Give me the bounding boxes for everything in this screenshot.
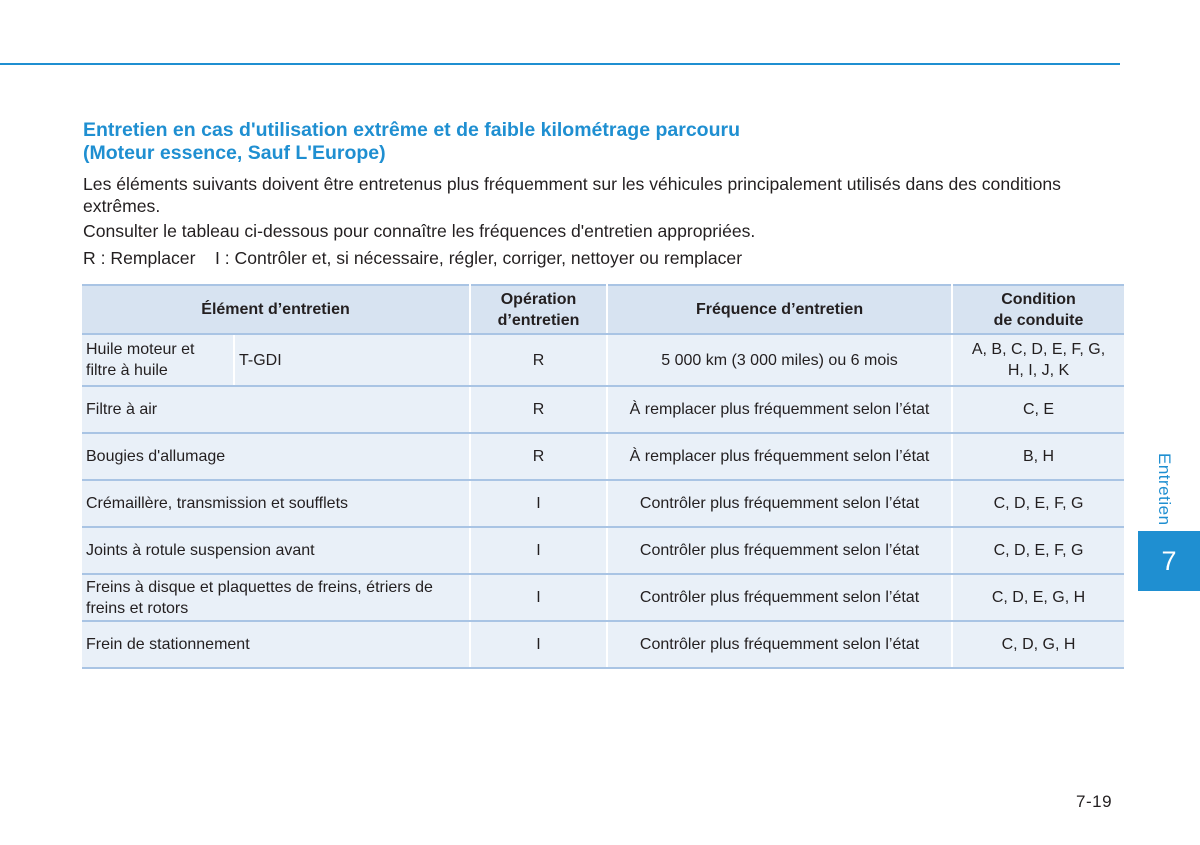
cell-condition: C, E xyxy=(952,386,1124,433)
cell-operation: I xyxy=(470,527,607,574)
section-title-line2: (Moteur essence, Sauf L'Europe) xyxy=(83,142,386,164)
cell-item: Frein de stationnement xyxy=(82,621,470,668)
cell-operation: R xyxy=(470,334,607,386)
header-condition-line1: Condition xyxy=(1001,290,1076,308)
table-row xyxy=(82,334,1124,386)
section-title-line1: Entretien en cas d'utilisation extrême et de faible kilométrage parcouru xyxy=(83,119,740,141)
intro-paragraph: Les éléments suivants doivent être entretenus plus fréquemment sur les véhicules principalement utilisés dans des conditions extrêmes. xyxy=(83,174,1061,216)
top-rule xyxy=(0,63,1120,65)
table-row xyxy=(82,574,1124,621)
section-title xyxy=(83,119,1083,165)
legend-replace: R : Remplacer xyxy=(83,248,196,268)
cell-frequency: Contrôler plus fréquemment selon l’état xyxy=(607,621,952,668)
chapter-number: 7 xyxy=(1161,545,1177,576)
header-item: Élément d’entretien xyxy=(82,285,470,334)
cell-frequency: Contrôler plus fréquemment selon l’état xyxy=(607,480,952,527)
cell-item: Bougies d'allumage xyxy=(82,433,470,480)
legend-inspect: I : Contrôler et, si nécessaire, régler, corriger, nettoyer ou remplacer xyxy=(215,248,743,268)
cell-frequency: Contrôler plus fréquemment selon l’état xyxy=(607,527,952,574)
header-operation-line2: d’entretien xyxy=(497,311,580,329)
cell-frequency: Contrôler plus fréquemment selon l’état xyxy=(607,574,952,621)
cell-condition: C, D, G, H xyxy=(952,621,1124,668)
table-row xyxy=(82,480,1124,527)
chapter-tab xyxy=(1138,531,1200,591)
cell-operation: R xyxy=(470,386,607,433)
header-condition-line2: de conduite xyxy=(993,311,1084,329)
table-row xyxy=(82,621,1124,668)
instruction-paragraph: Consulter le tableau ci-dessous pour connaître les fréquences d'entretien appropriées. xyxy=(83,221,756,241)
table-row xyxy=(82,433,1124,480)
cell-frequency: À remplacer plus fréquemment selon l’état xyxy=(607,386,952,433)
cell-condition: B, H xyxy=(952,433,1124,480)
cell-subitem: T-GDI xyxy=(234,334,470,386)
cell-operation: I xyxy=(470,574,607,621)
header-frequency: Fréquence d’entretien xyxy=(607,285,952,334)
cell-item: Crémaillère, transmission et soufflets xyxy=(82,480,470,527)
cell-item: Joints à rotule suspension avant xyxy=(82,527,470,574)
cell-condition xyxy=(952,334,1124,386)
table-row xyxy=(82,386,1124,433)
cell-operation: I xyxy=(470,621,607,668)
page-number: 7-19 xyxy=(1076,792,1113,811)
header-condition xyxy=(952,285,1124,334)
header-operation-line1: Opération xyxy=(500,290,577,308)
maintenance-table xyxy=(82,284,1124,669)
cell-condition: C, D, E, F, G xyxy=(952,480,1124,527)
cell-item: Filtre à air xyxy=(82,386,470,433)
cell-item: Huile moteur et filtre à huile xyxy=(82,334,234,386)
cell-condition-line2: H, I, J, K xyxy=(1007,362,1070,379)
cell-condition: C, D, E, F, G xyxy=(952,527,1124,574)
cell-frequency: 5 000 km (3 000 miles) ou 6 mois xyxy=(607,334,952,386)
cell-item: Freins à disque et plaquettes de freins, étriers de freins et rotors xyxy=(82,574,470,621)
cell-frequency: À remplacer plus fréquemment selon l’état xyxy=(607,433,952,480)
cell-condition: C, D, E, G, H xyxy=(952,574,1124,621)
header-operation xyxy=(470,285,607,334)
cell-operation: I xyxy=(470,480,607,527)
legend-line xyxy=(83,247,1123,269)
table-row xyxy=(82,527,1124,574)
chapter-side-label: Entretien xyxy=(1155,452,1174,526)
cell-condition-line1: A, B, C, D, E, F, G, xyxy=(971,341,1106,358)
cell-operation: R xyxy=(470,433,607,480)
table-header-row xyxy=(82,285,1124,334)
